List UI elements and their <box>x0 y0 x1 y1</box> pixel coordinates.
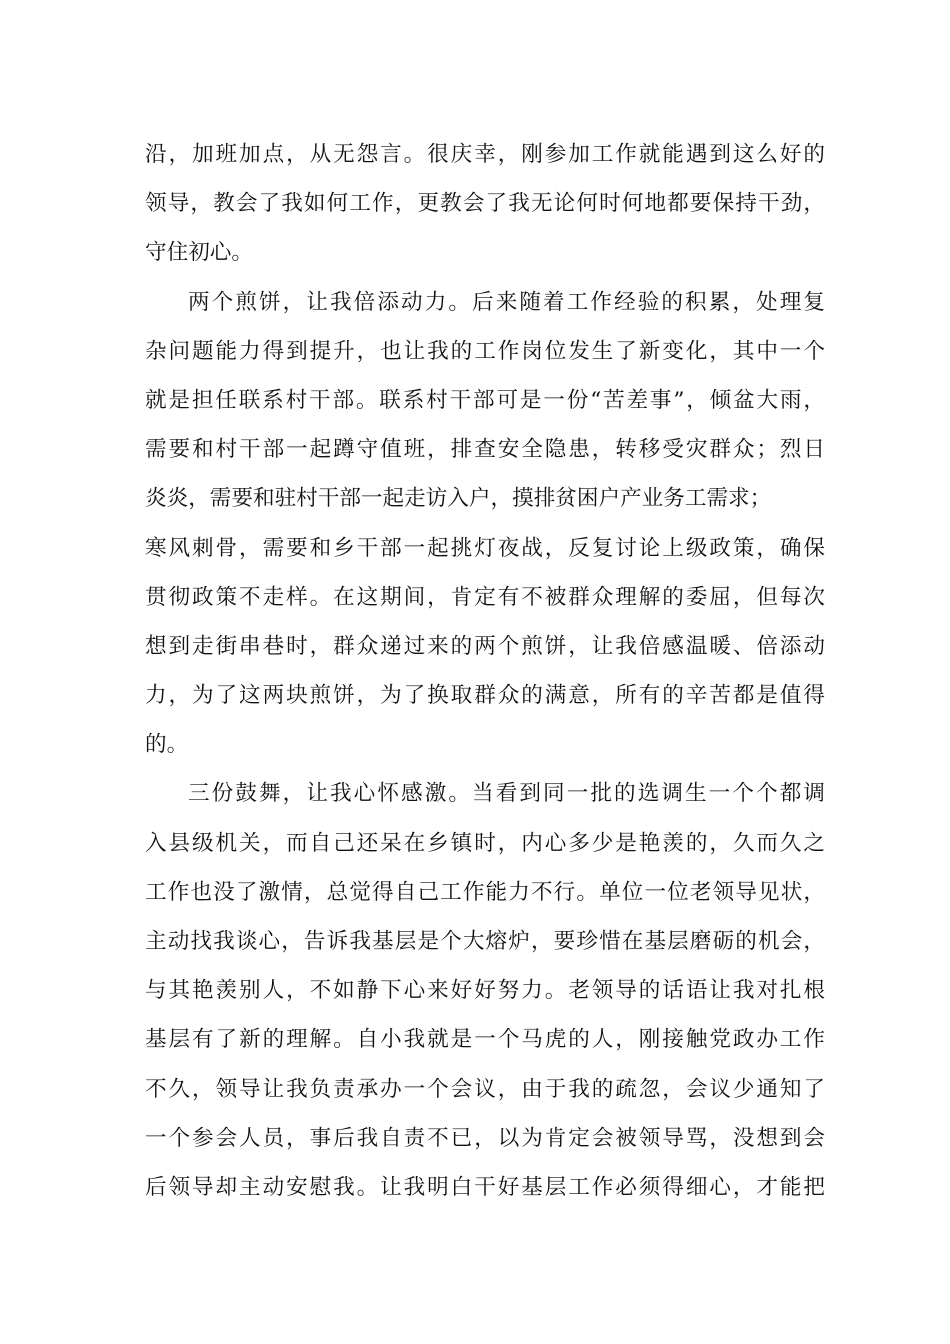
text-line: 主动找我谈心，告诉我基层是个大熔炉，要珍惜在基层磨砺的机会， <box>145 929 825 954</box>
text-line: 守住初心。 <box>145 240 253 266</box>
text-line: 寒风刺骨，需要和乡干部一起挑灯夜战，反复讨论上级政策，确保 <box>145 535 825 561</box>
text-line: 力，为了这两块煎饼，为了换取群众的满意，所有的辛苦都是值得 <box>145 683 825 709</box>
text-line: 不久，领导让我负责承办一个会议，由于我的疏忽，会议少通知了 <box>145 1076 825 1102</box>
text-line: 领导，教会了我如何工作，更教会了我无论何时何地都要保持干劲， <box>145 191 825 217</box>
paragraph-first-line: 三份鼓舞，让我心怀感激。当看到同一批的选调生一个个都调 <box>188 781 825 807</box>
text-line: 工作也没了激情，总觉得自己工作能力不行。单位一位老领导见状， <box>145 879 825 905</box>
text-line: 沿，加班加点，从无怨言。很庆幸，刚参加工作就能遇到这么好的 <box>145 142 825 167</box>
paragraph-first-line: 两个煎饼，让我倍添动力。后来随着工作经验的积累，处理复 <box>188 289 825 315</box>
text-line: 就是担任联系村干部。联系村干部可是一份“苦差事”，倾盆大雨， <box>145 387 825 413</box>
text-line: 贯彻政策不走样。在这期间，肯定有不被群众理解的委屈，但每次 <box>145 584 825 610</box>
text-line: 入县级机关，而自己还呆在乡镇时，内心多少是艳羡的，久而久之 <box>145 830 825 856</box>
text-line: 与其艳羡别人，不如静下心来好好努力。老领导的话语让我对扎根 <box>145 978 825 1004</box>
text-line: 的。 <box>145 732 189 758</box>
text-line: 炎炎，需要和驻村干部一起走访入户，摸排贫困户产业务工需求； <box>145 486 772 512</box>
text-line: 想到走街串巷时，群众递过来的两个煎饼，让我倍感温暖、倍添动 <box>145 633 825 659</box>
text-line: 需要和村干部一起蹲守值班，排查安全隐患，转移受灾群众；烈日 <box>145 437 825 463</box>
text-line: 一个参会人员，事后我自责不已，以为肯定会被领导骂，没想到会 <box>145 1125 825 1151</box>
text-line: 杂问题能力得到提升，也让我的工作岗位发生了新变化，其中一个 <box>145 338 825 364</box>
text-line: 基层有了新的理解。自小我就是一个马虎的人，刚接触党政办工作 <box>145 1027 825 1053</box>
text-line: 后领导却主动安慰我。让我明白干好基层工作必须得细心，才能把 <box>145 1174 825 1200</box>
document-body <box>145 130 825 1212</box>
